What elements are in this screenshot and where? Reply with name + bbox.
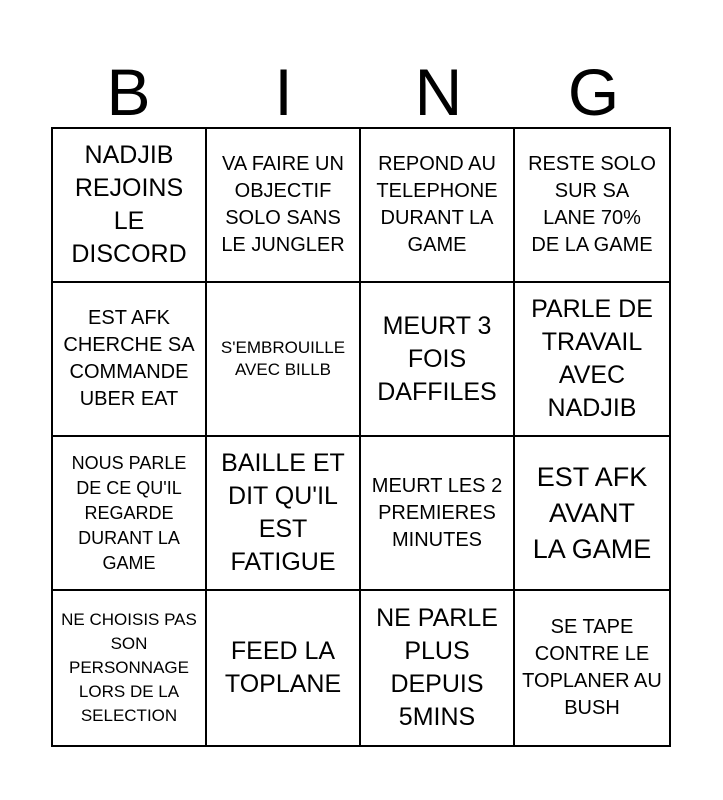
- bingo-cell[interactable]: [53, 591, 207, 745]
- bingo-cell[interactable]: [53, 129, 207, 283]
- bingo-cell[interactable]: [515, 129, 669, 283]
- bingo-cell[interactable]: [515, 437, 669, 591]
- cell-text: SE TAPE CONTRE LE TOPLANER AU BUSH: [522, 616, 662, 719]
- bingo-cell[interactable]: [361, 129, 515, 283]
- cell-text: EST AFK CHERCHE SA COMMANDE UBER EAT: [63, 307, 195, 410]
- cell-text: EST AFK AVANT LA GAME: [532, 462, 652, 564]
- bingo-cell[interactable]: [207, 437, 361, 591]
- bingo-cell[interactable]: [207, 129, 361, 283]
- bingo-grid: [51, 127, 671, 747]
- bingo-cell[interactable]: [207, 283, 361, 437]
- cell-text: NE CHOISIS PAS SON PERSONNAGE LORS DE LA SELECTION: [61, 610, 197, 725]
- cell-text: S'EMBROUILLE AVEC BILLB: [220, 338, 346, 379]
- bingo-cell[interactable]: [53, 437, 207, 591]
- bingo-cell[interactable]: [53, 283, 207, 437]
- bingo-cell[interactable]: [361, 283, 515, 437]
- cell-text: PARLE DE TRAVAIL AVEC NADJIB: [531, 295, 653, 422]
- cell-text: NADJIB REJOINS LE DISCORD: [71, 141, 187, 268]
- bingo-cell[interactable]: [361, 437, 515, 591]
- cell-text: NOUS PARLE DE CE QU'IL REGARDE DURANT LA GAME: [71, 452, 187, 573]
- header-letter-g: G: [567, 55, 620, 129]
- cell-text: MEURT 3 FOIS DAFFILES: [377, 311, 497, 406]
- cell-text: FEED LA TOPLANE: [224, 637, 342, 698]
- bingo-cell[interactable]: [361, 591, 515, 745]
- bingo-cell[interactable]: [515, 591, 669, 745]
- bingo-header: [51, 55, 671, 129]
- bingo-cell[interactable]: [207, 591, 361, 745]
- cell-text: RESTE SOLO SUR SA LANE 70% DE LA GAME: [528, 153, 656, 256]
- header-letter-i: I: [274, 55, 293, 129]
- header-letter-n: N: [414, 55, 463, 129]
- cell-text: BAILLE ET DIT QU'IL EST FATIGUE: [221, 449, 345, 576]
- header-letter-b: B: [106, 55, 151, 129]
- cell-text: REPOND AU TELEPHONE DURANT LA GAME: [376, 153, 498, 256]
- bingo-cell[interactable]: [515, 283, 669, 437]
- cell-text: NE PARLE PLUS DEPUIS 5MINS: [376, 604, 498, 731]
- cell-text: VA FAIRE UN OBJECTIF SOLO SANS LE JUNGLER: [221, 153, 345, 256]
- cell-text: MEURT LES 2 PREMIERES MINUTES: [371, 474, 503, 551]
